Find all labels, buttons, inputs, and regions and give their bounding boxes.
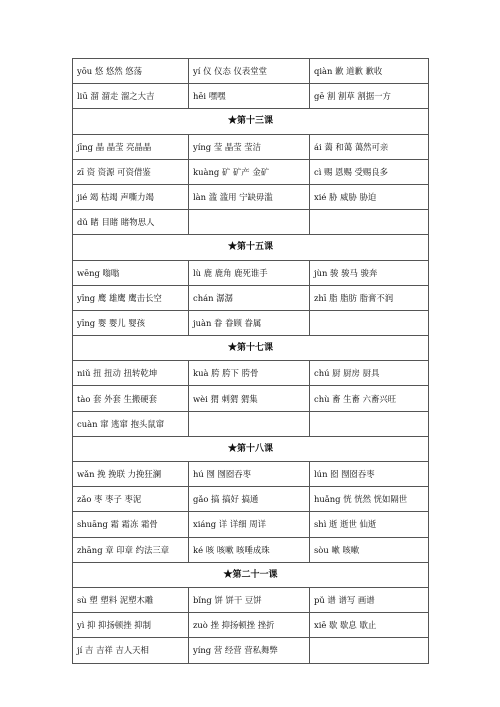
table-row — [73, 411, 429, 436]
vocab-entry: sù 塑 塑料 泥塑木雕 — [73, 587, 189, 612]
vocab-entry: qiàn 歉 道歉 歉收 — [310, 59, 429, 84]
vocab-entry: liū 溜 溜走 溜之大吉 — [73, 84, 189, 109]
vocab-entry: hēi 嘿嘿 — [189, 84, 310, 109]
lesson-heading: ★第十八课 — [73, 436, 429, 461]
vocab-entry: jí 吉 吉祥 吉人天相 — [73, 638, 189, 663]
vocab-entry: yīng 鹰 雄鹰 鹰击长空 — [73, 285, 189, 310]
table-row — [73, 59, 429, 84]
vocab-entry: huǎng 恍 恍然 恍如隔世 — [310, 487, 429, 512]
table-row — [73, 84, 429, 109]
vocabulary-sheet — [72, 58, 428, 664]
empty-cell — [310, 638, 429, 663]
lesson-header-row — [73, 235, 429, 260]
table-row — [73, 537, 429, 562]
vocab-entry: juàn 眷 眷顾 眷属 — [189, 310, 310, 335]
vocab-entry: hú 囫 囫囵吞枣 — [189, 462, 310, 487]
vocab-entry: gē 割 割草 割据一方 — [310, 84, 429, 109]
vocabulary-table — [72, 58, 429, 664]
vocab-entry: zhāng 章 印章 约法三章 — [73, 537, 189, 562]
vocab-entry: cì 赐 恩赐 受赐良多 — [310, 159, 429, 184]
vocab-entry: yí 仪 仪态 仪表堂堂 — [189, 59, 310, 84]
table-row — [73, 361, 429, 386]
vocab-entry: wǎn 挽 挽联 力挽狂澜 — [73, 462, 189, 487]
empty-cell — [189, 210, 310, 235]
vocab-entry: yōu 悠 悠然 悠荡 — [73, 59, 189, 84]
vocab-entry: shuāng 霜 霜冻 霜骨 — [73, 512, 189, 537]
vocab-entry: lù 鹿 鹿角 鹿死谁手 — [189, 260, 310, 285]
vocab-entry: dǔ 睹 目睹 睹物思人 — [73, 210, 189, 235]
table-row — [73, 587, 429, 612]
vocab-entry: jié 竭 枯竭 声嘶力竭 — [73, 184, 189, 209]
empty-cell — [310, 411, 429, 436]
table-row — [73, 210, 429, 235]
vocab-entry: wèi 猬 刺猬 猬集 — [189, 386, 310, 411]
vocab-entry: wēng 嗡嗡 — [73, 260, 189, 285]
empty-cell — [310, 210, 429, 235]
vocab-entry: lún 囵 囫囵吞枣 — [310, 462, 429, 487]
vocab-entry: xiē 歇 歇息 歇止 — [310, 613, 429, 638]
table-row — [73, 638, 429, 663]
lesson-header-row — [73, 436, 429, 461]
lesson-heading: ★第十三课 — [73, 109, 429, 134]
empty-cell — [310, 310, 429, 335]
table-row — [73, 260, 429, 285]
vocab-entry: gǎo 搞 搞好 搞通 — [189, 487, 310, 512]
vocab-entry: zī 资 资源 可资借鉴 — [73, 159, 189, 184]
table-row — [73, 512, 429, 537]
empty-cell — [189, 411, 310, 436]
vocab-entry: ái 蔼 和蔼 蔼然可亲 — [310, 134, 429, 159]
lesson-header-row — [73, 562, 429, 587]
vocab-entry: shì 逝 逝世 仙逝 — [310, 512, 429, 537]
lesson-header-row — [73, 336, 429, 361]
table-row — [73, 613, 429, 638]
lesson-heading: ★第二十一课 — [73, 562, 429, 587]
vocab-entry: zǎo 枣 枣子 枣泥 — [73, 487, 189, 512]
vocab-entry: pǔ 谱 谱写 画谱 — [310, 587, 429, 612]
table-row — [73, 134, 429, 159]
vocab-entry: kuàng 矿 矿产 金矿 — [189, 159, 310, 184]
table-row — [73, 462, 429, 487]
vocab-entry: chú 厨 厨房 厨具 — [310, 361, 429, 386]
vocab-entry: niǔ 扭 扭动 扭转乾坤 — [73, 361, 189, 386]
table-row — [73, 386, 429, 411]
vocab-entry: cuàn 窜 逃窜 抱头鼠窜 — [73, 411, 189, 436]
vocab-entry: zhī 脂 脂肪 脂膏不润 — [310, 285, 429, 310]
vocab-entry: yì 抑 抑扬顿挫 抑制 — [73, 613, 189, 638]
table-row — [73, 159, 429, 184]
vocab-entry: yíng 莹 晶莹 莹洁 — [189, 134, 310, 159]
vocab-entry: kuà 胯 胯下 胯骨 — [189, 361, 310, 386]
vocab-entry: chù 畜 生畜 六畜兴旺 — [310, 386, 429, 411]
table-row — [73, 184, 429, 209]
table-row — [73, 487, 429, 512]
vocabulary-table-body — [73, 59, 429, 664]
vocab-entry: chán 潺潺 — [189, 285, 310, 310]
vocab-entry: sòu 嗽 咳嗽 — [310, 537, 429, 562]
lesson-header-row — [73, 109, 429, 134]
vocab-entry: jùn 骏 骏马 骏奔 — [310, 260, 429, 285]
vocab-entry: tào 套 外套 生搬硬套 — [73, 386, 189, 411]
table-row — [73, 285, 429, 310]
vocab-entry: jīng 晶 晶莹 亮晶晶 — [73, 134, 189, 159]
vocab-entry: zuò 挫 抑扬顿挫 挫折 — [189, 613, 310, 638]
lesson-heading: ★第十五课 — [73, 235, 429, 260]
vocab-entry: yīng 婴 婴儿 婴孩 — [73, 310, 189, 335]
lesson-heading: ★第十七课 — [73, 336, 429, 361]
vocab-entry: làn 滥 滥用 宁缺毋滥 — [189, 184, 310, 209]
vocab-entry: yíng 营 经营 营私舞弊 — [189, 638, 310, 663]
vocab-entry: bǐng 饼 饼干 豆饼 — [189, 587, 310, 612]
vocab-entry: xié 胁 威胁 胁迫 — [310, 184, 429, 209]
vocab-entry: ké 咳 咳嗽 咳唾成珠 — [189, 537, 310, 562]
table-row — [73, 310, 429, 335]
vocab-entry: xiáng 详 详细 周详 — [189, 512, 310, 537]
